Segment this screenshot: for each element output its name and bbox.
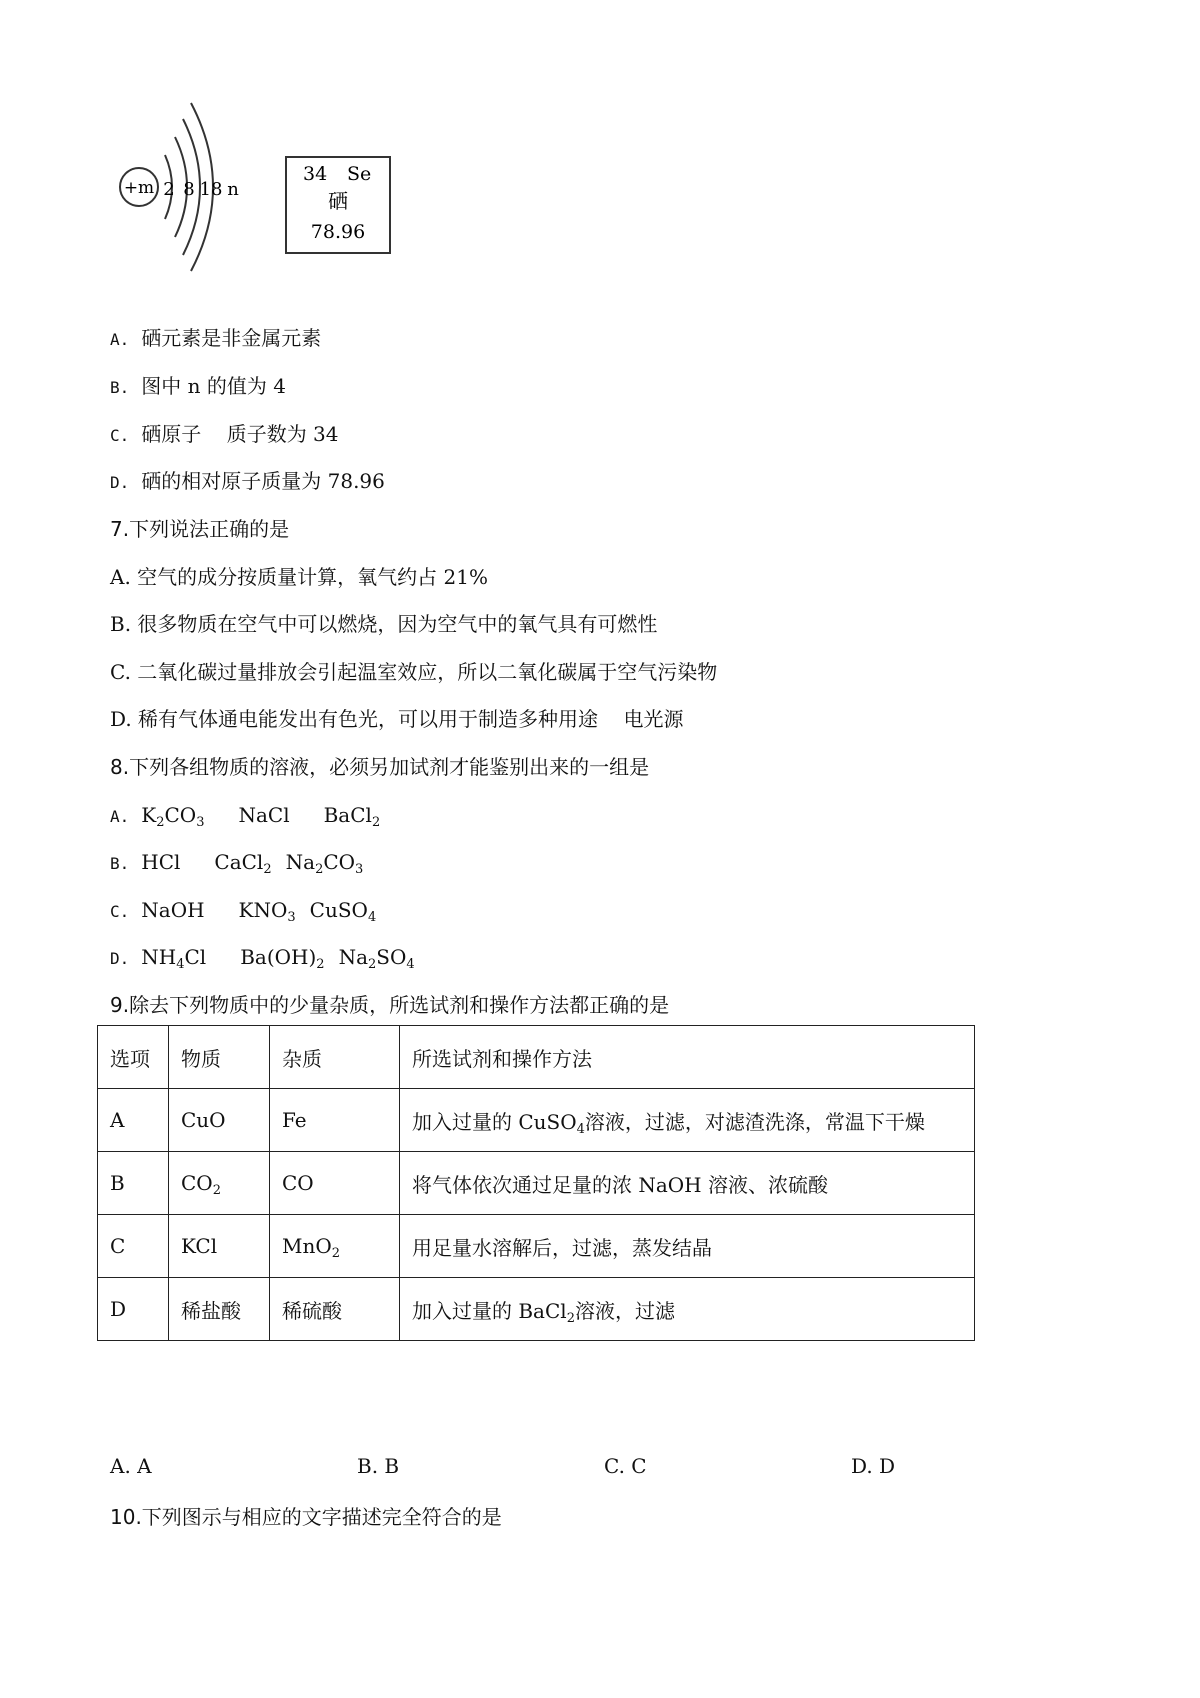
q6-option-d: D. 硒的相对原子质量为 78.96 — [110, 469, 385, 493]
q6-option-a: A. 硒元素是非金属元素 — [110, 326, 322, 350]
shell-electrons-2: 8 — [183, 179, 195, 200]
nucleus-label: +m — [123, 178, 155, 198]
q9-table — [97, 1025, 975, 1341]
shell-electrons-4: n — [227, 179, 239, 200]
element-symbol: Se — [347, 163, 372, 185]
q8-option-a: A. $K_2CO_3$ NaCl BaCl$_2$ — [110, 803, 381, 830]
element-tile — [286, 157, 390, 253]
table-row: A CuO Fe 加入过量的 CuSO$_4$溶液，过滤，对滤渣洗涤，常温下干燥 — [98, 1089, 975, 1152]
table-header-row — [98, 1026, 975, 1089]
table-row: D 稀盐酸 稀硫酸 加入过量的 BaCl$_2$溶液，过滤 — [98, 1278, 975, 1341]
answer-c: C. C — [604, 1454, 647, 1478]
q7-option-b: B. 很多物质在空气中可以燃烧，因为空气中的氧气具有可燃性 — [110, 612, 658, 636]
q9-stem: 9.除去下列物质中的少量杂质，所选试剂和操作方法都正确的是 — [110, 993, 670, 1017]
q10-stem: 10.下列图示与相应的文字描述完全符合的是 — [110, 1505, 502, 1529]
q8-option-c: C. NaOH $KNO_3$ CuSO$_4$ — [110, 898, 377, 925]
q6-option-c: C. 硒原子 质子数为 34 — [110, 422, 339, 446]
answer-a: A. A — [110, 1454, 152, 1478]
q6-option-b: B. 图中 n 的值为 4 — [110, 374, 286, 398]
table-row: C KCl MnO$_2$ 用足量水溶解后，过滤，蒸发结晶 — [98, 1215, 975, 1278]
shell-electrons-3: 18 — [199, 179, 223, 200]
table-row: B $CO_2$ CO 将气体依次通过足量的浓 NaOH 溶液、浓硫酸 — [98, 1152, 975, 1215]
atomic-mass: 78.96 — [310, 221, 366, 243]
answer-b: B. B — [357, 1454, 400, 1478]
shell-electrons-1: 2 — [163, 179, 175, 200]
q8-option-d: D. $NH_4Cl$ $Ba(OH)_2$ $Na_2SO_4$ — [110, 945, 415, 972]
header-option: 选项 — [98, 1026, 169, 1089]
answer-d: D. D — [851, 1454, 896, 1478]
atomic-structure-diagram — [120, 103, 239, 271]
atomic-number: 34 — [303, 163, 328, 185]
element-name: 硒 — [328, 189, 348, 213]
q7-option-a: A. 空气的成分按质量计算，氧气约占 21% — [110, 565, 488, 589]
header-substance: 物质 — [169, 1026, 270, 1089]
q8-stem: 8.下列各组物质的溶液，必须另加试剂才能鉴别出来的一组是 — [110, 755, 650, 779]
header-method: 所选试剂和操作方法 — [400, 1026, 975, 1089]
q7-option-d: D. 稀有气体通电能发出有色光，可以用于制造多种用途 电光源 — [110, 707, 684, 731]
header-impurity: 杂质 — [270, 1026, 400, 1089]
q7-stem: 7.下列说法正确的是 — [110, 517, 290, 541]
q7-option-c: C. 二氧化碳过量排放会引起温室效应，所以二氧化碳属于空气污染物 — [110, 660, 718, 684]
q8-option-b: B. HCl CaCl$_2$ $Na_2CO_3$ — [110, 850, 364, 877]
selenium-atom-figure — [105, 95, 395, 295]
